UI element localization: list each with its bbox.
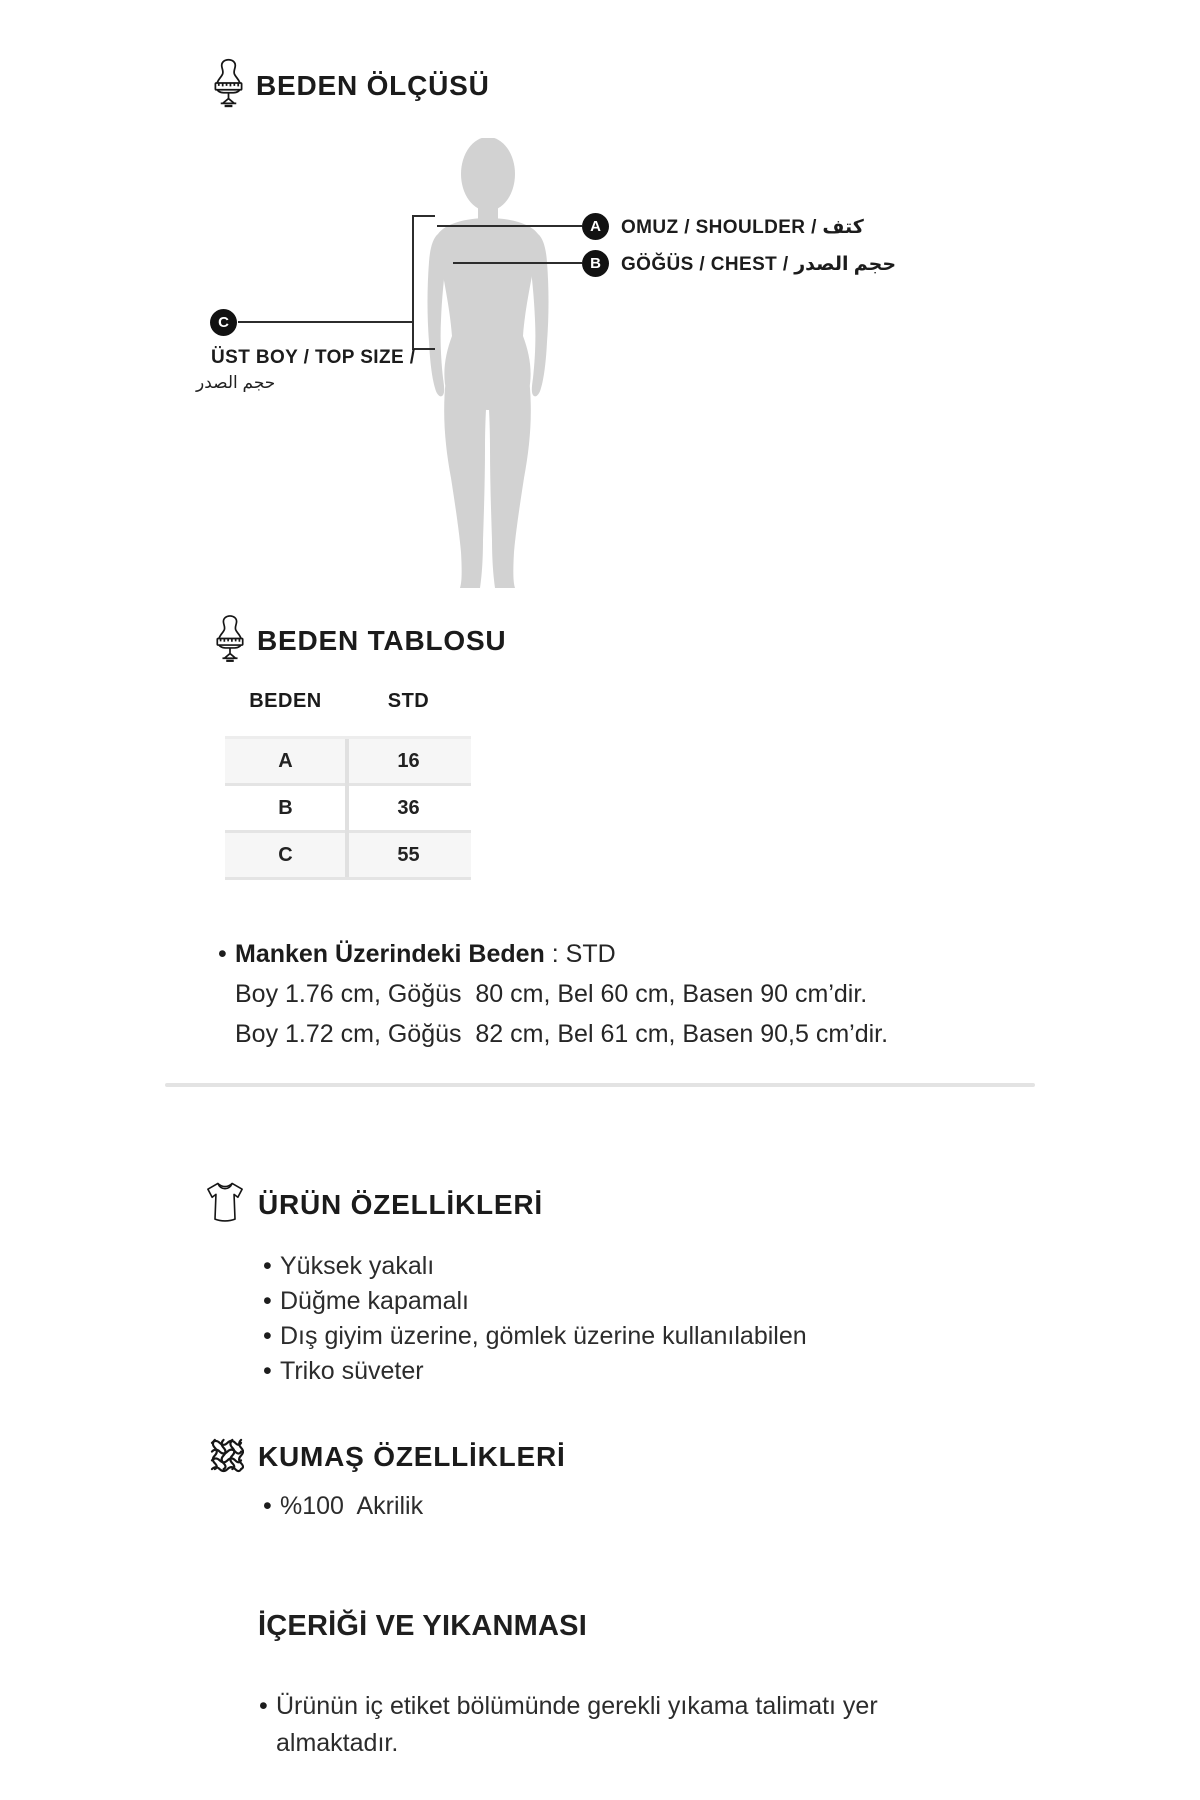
row-value: 16 [397, 750, 420, 772]
feature-text: Yüksek yakalı [280, 1252, 435, 1280]
size-measure-header [212, 58, 490, 113]
bracket-vertical-line [412, 216, 414, 350]
mannequin-icon [212, 58, 245, 113]
fabric-features-title: KUMAŞ ÖZELLİKLERİ [258, 1441, 566, 1472]
column-header: BEDEN [249, 690, 322, 712]
chest-label: GÖĞÜS / CHEST / حجم الصدر [621, 254, 897, 275]
fabric-icon [209, 1433, 244, 1481]
topsize-pointer-line [238, 321, 412, 323]
size-table-title: BEDEN TABLOSU [257, 625, 507, 656]
row-value: 36 [397, 797, 420, 819]
mannequin-measurements: Boy 1.76 cm, Göğüs 80 cm, Bel 60 cm, Basen 90 cm’dir. [235, 980, 868, 1008]
table-column-divider [345, 739, 349, 877]
mannequin-icon [214, 614, 246, 668]
row-label: B [278, 797, 293, 819]
list-item [259, 1688, 949, 1762]
topsize-label: ÜST BOY / TOP SIZE / [211, 347, 416, 368]
product-features-list [263, 1249, 807, 1389]
list-item [263, 1319, 807, 1354]
bracket-bottom-tick [412, 348, 435, 350]
bracket-top-tick [412, 215, 435, 217]
row-value: 55 [397, 844, 420, 866]
badge-a: A [582, 213, 609, 240]
list-item [263, 1284, 807, 1319]
size-measure-title: BEDEN ÖLÇÜSÜ [256, 69, 490, 101]
mannequin-size-label: Manken Üzerindeki Beden [235, 940, 545, 968]
list-item [263, 1354, 807, 1389]
list-item [263, 1249, 807, 1284]
mannequin-size-line [218, 934, 938, 974]
badge-b: B [582, 250, 609, 277]
size-table-header [214, 614, 506, 668]
row-label: C [278, 844, 293, 866]
section-divider [165, 1083, 1035, 1087]
fabric-features-list [263, 1491, 423, 1521]
shoulder-label: OMUZ / SHOULDER / كتف [621, 217, 864, 238]
row-label: A [278, 750, 293, 772]
body-silhouette [425, 138, 550, 595]
badge-c: C [210, 309, 237, 336]
mannequin-measurements: Boy 1.72 cm, Göğüs 82 cm, Bel 61 cm, Basen 90,5 cm’dir. [235, 1020, 889, 1048]
tshirt-icon [205, 1180, 245, 1229]
list-item [263, 1491, 423, 1521]
topsize-label-arabic: حجم الصدر [196, 373, 276, 392]
size-table-head [225, 690, 471, 720]
fabric-features-header [209, 1433, 566, 1481]
column-header: STD [387, 690, 430, 712]
care-text: Ürünün iç etiket bölümünde gerekli yıkama talimatı yer almaktadır. [276, 1692, 885, 1757]
size-table-body [225, 736, 471, 880]
chest-pointer-line [453, 262, 582, 264]
mannequin-info [218, 934, 938, 1054]
feature-text: Dış giyim üzerine, gömlek üzerine kullanılabilen [280, 1322, 807, 1350]
shoulder-pointer-line [437, 225, 582, 227]
size-table [225, 690, 471, 880]
mannequin-size-value: : STD [544, 940, 616, 968]
product-features-header [205, 1180, 543, 1229]
care-list [259, 1688, 949, 1762]
product-features-title: ÜRÜN ÖZELLİKLERİ [258, 1188, 544, 1220]
fabric-text: %100 Akrilik [280, 1492, 424, 1520]
care-title: İÇERİĞİ VE YIKANMASI [258, 1610, 587, 1642]
feature-text: Triko süveter [280, 1357, 424, 1385]
feature-text: Düğme kapamalı [280, 1287, 469, 1315]
